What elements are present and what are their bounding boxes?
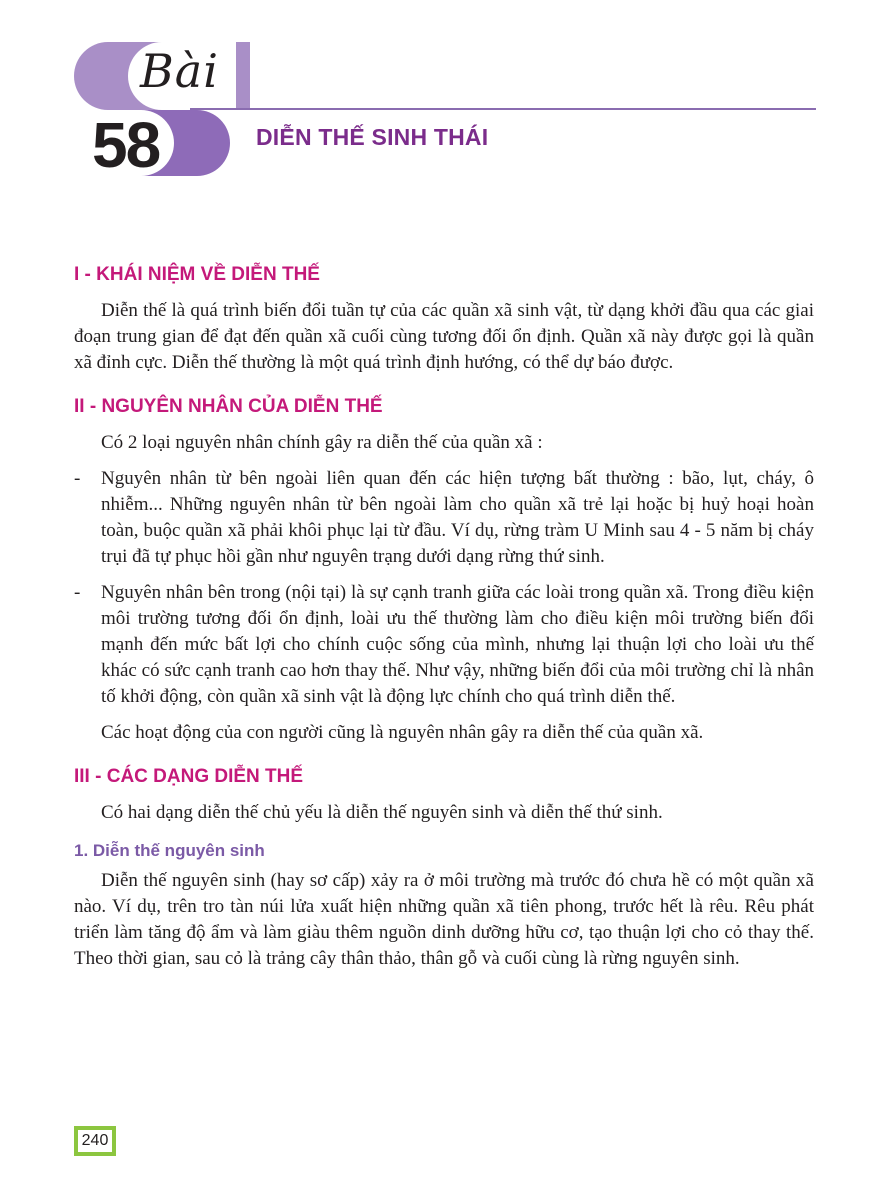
lesson-header bbox=[0, 0, 886, 200]
section-heading-2: II - NGUYÊN NHÂN CỦA DIỄN THẾ bbox=[74, 396, 383, 417]
bullet-text-internal-causes: Nguyên nhân bên trong (nội tại) là sự cạnh tranh giữa các loài trong quần xã. Trong điều kiện môi trường tương đối ổn định, loài ưu thế thường làm cho điều kiện môi trường biến đổi mạnh đến mức bất lợi cho chính cuộc sống của mình, nhưng lại thuận lợi cho loài ưu thế khác có sức cạnh tranh cao hơn thay thế. Như vậy, những biến đổi của môi trường chỉ là nhân tố khởi động, còn quần xã sinh vật là động lực chính cho quá trình diễn thế. bbox=[101, 582, 814, 707]
section-1-paragraph: Diễn thế là quá trình biến đổi tuần tự của các quần xã sinh vật, từ dạng khởi đầu qua các giai đoạn trung gian để đạt đến quần xã cuối cùng tương đối ổn định. Quần xã này được gọi là quần xã đỉnh cực. Diễn thế thường là một quá trình định hướng, có thể dự báo được. bbox=[74, 300, 814, 373]
section-heading-1: I - KHÁI NIỆM VỀ DIỄN THẾ bbox=[74, 264, 320, 285]
lesson-content bbox=[74, 258, 814, 982]
dash-bullet: - bbox=[74, 582, 81, 603]
subsection-1-paragraph: Diễn thế nguyên sinh (hay sơ cấp) xảy ra ở môi trường mà trước đó chưa hề có một quần xã nào. Ví dụ, trên tro tàn núi lửa xuất hiện những quần xã tiên phong, trước hết là rêu. Rêu phát triển làm tăng độ ẩm và làm giàu thêm nguồn dinh dưỡng hữu cơ, tạo thuận lợi cho cỏ thay thế. Theo thời gian, sau cỏ là trảng cây thân thảo, thân gỗ và cuối cùng là rừng nguyên sinh. bbox=[74, 870, 814, 969]
section-2-intro: Có 2 loại nguyên nhân chính gây ra diễn thế của quần xã : bbox=[101, 432, 543, 453]
lesson-label: Bài bbox=[140, 44, 219, 98]
header-rule bbox=[190, 108, 816, 110]
list-item bbox=[74, 580, 814, 710]
dash-bullet: - bbox=[74, 468, 81, 489]
section-3-intro: Có hai dạng diễn thế chủ yếu là diễn thế nguyên sinh và diễn thế thứ sinh. bbox=[101, 802, 663, 823]
subsection-heading-1: 1. Diễn thế nguyên sinh bbox=[74, 841, 265, 860]
lesson-number: 58 bbox=[92, 109, 160, 181]
page-number: 240 bbox=[78, 1130, 112, 1152]
section-heading-3: III - CÁC DẠNG DIỄN THẾ bbox=[74, 766, 304, 787]
section-2-closing: Các hoạt động của con người cũng là nguyên nhân gây ra diễn thế của quần xã. bbox=[101, 722, 704, 743]
list-item bbox=[74, 466, 814, 570]
bullet-text-external-causes: Nguyên nhân từ bên ngoài liên quan đến các hiện tượng bất thường : bão, lụt, cháy, ô nhiễm... Những nguyên nhân từ bên ngoài làm cho quần xã trẻ lại hoặc bị huỷ hoại hoàn toàn, buộc quần xã phải khôi phục lại từ đầu. Ví dụ, rừng tràm U Minh sau 4 - 5 năm bị cháy trụi đã tự phục hồi gần như nguyên trạng dưới dạng rừng thứ sinh. bbox=[101, 468, 814, 567]
lesson-title: DIỄN THẾ SINH THÁI bbox=[256, 124, 489, 150]
